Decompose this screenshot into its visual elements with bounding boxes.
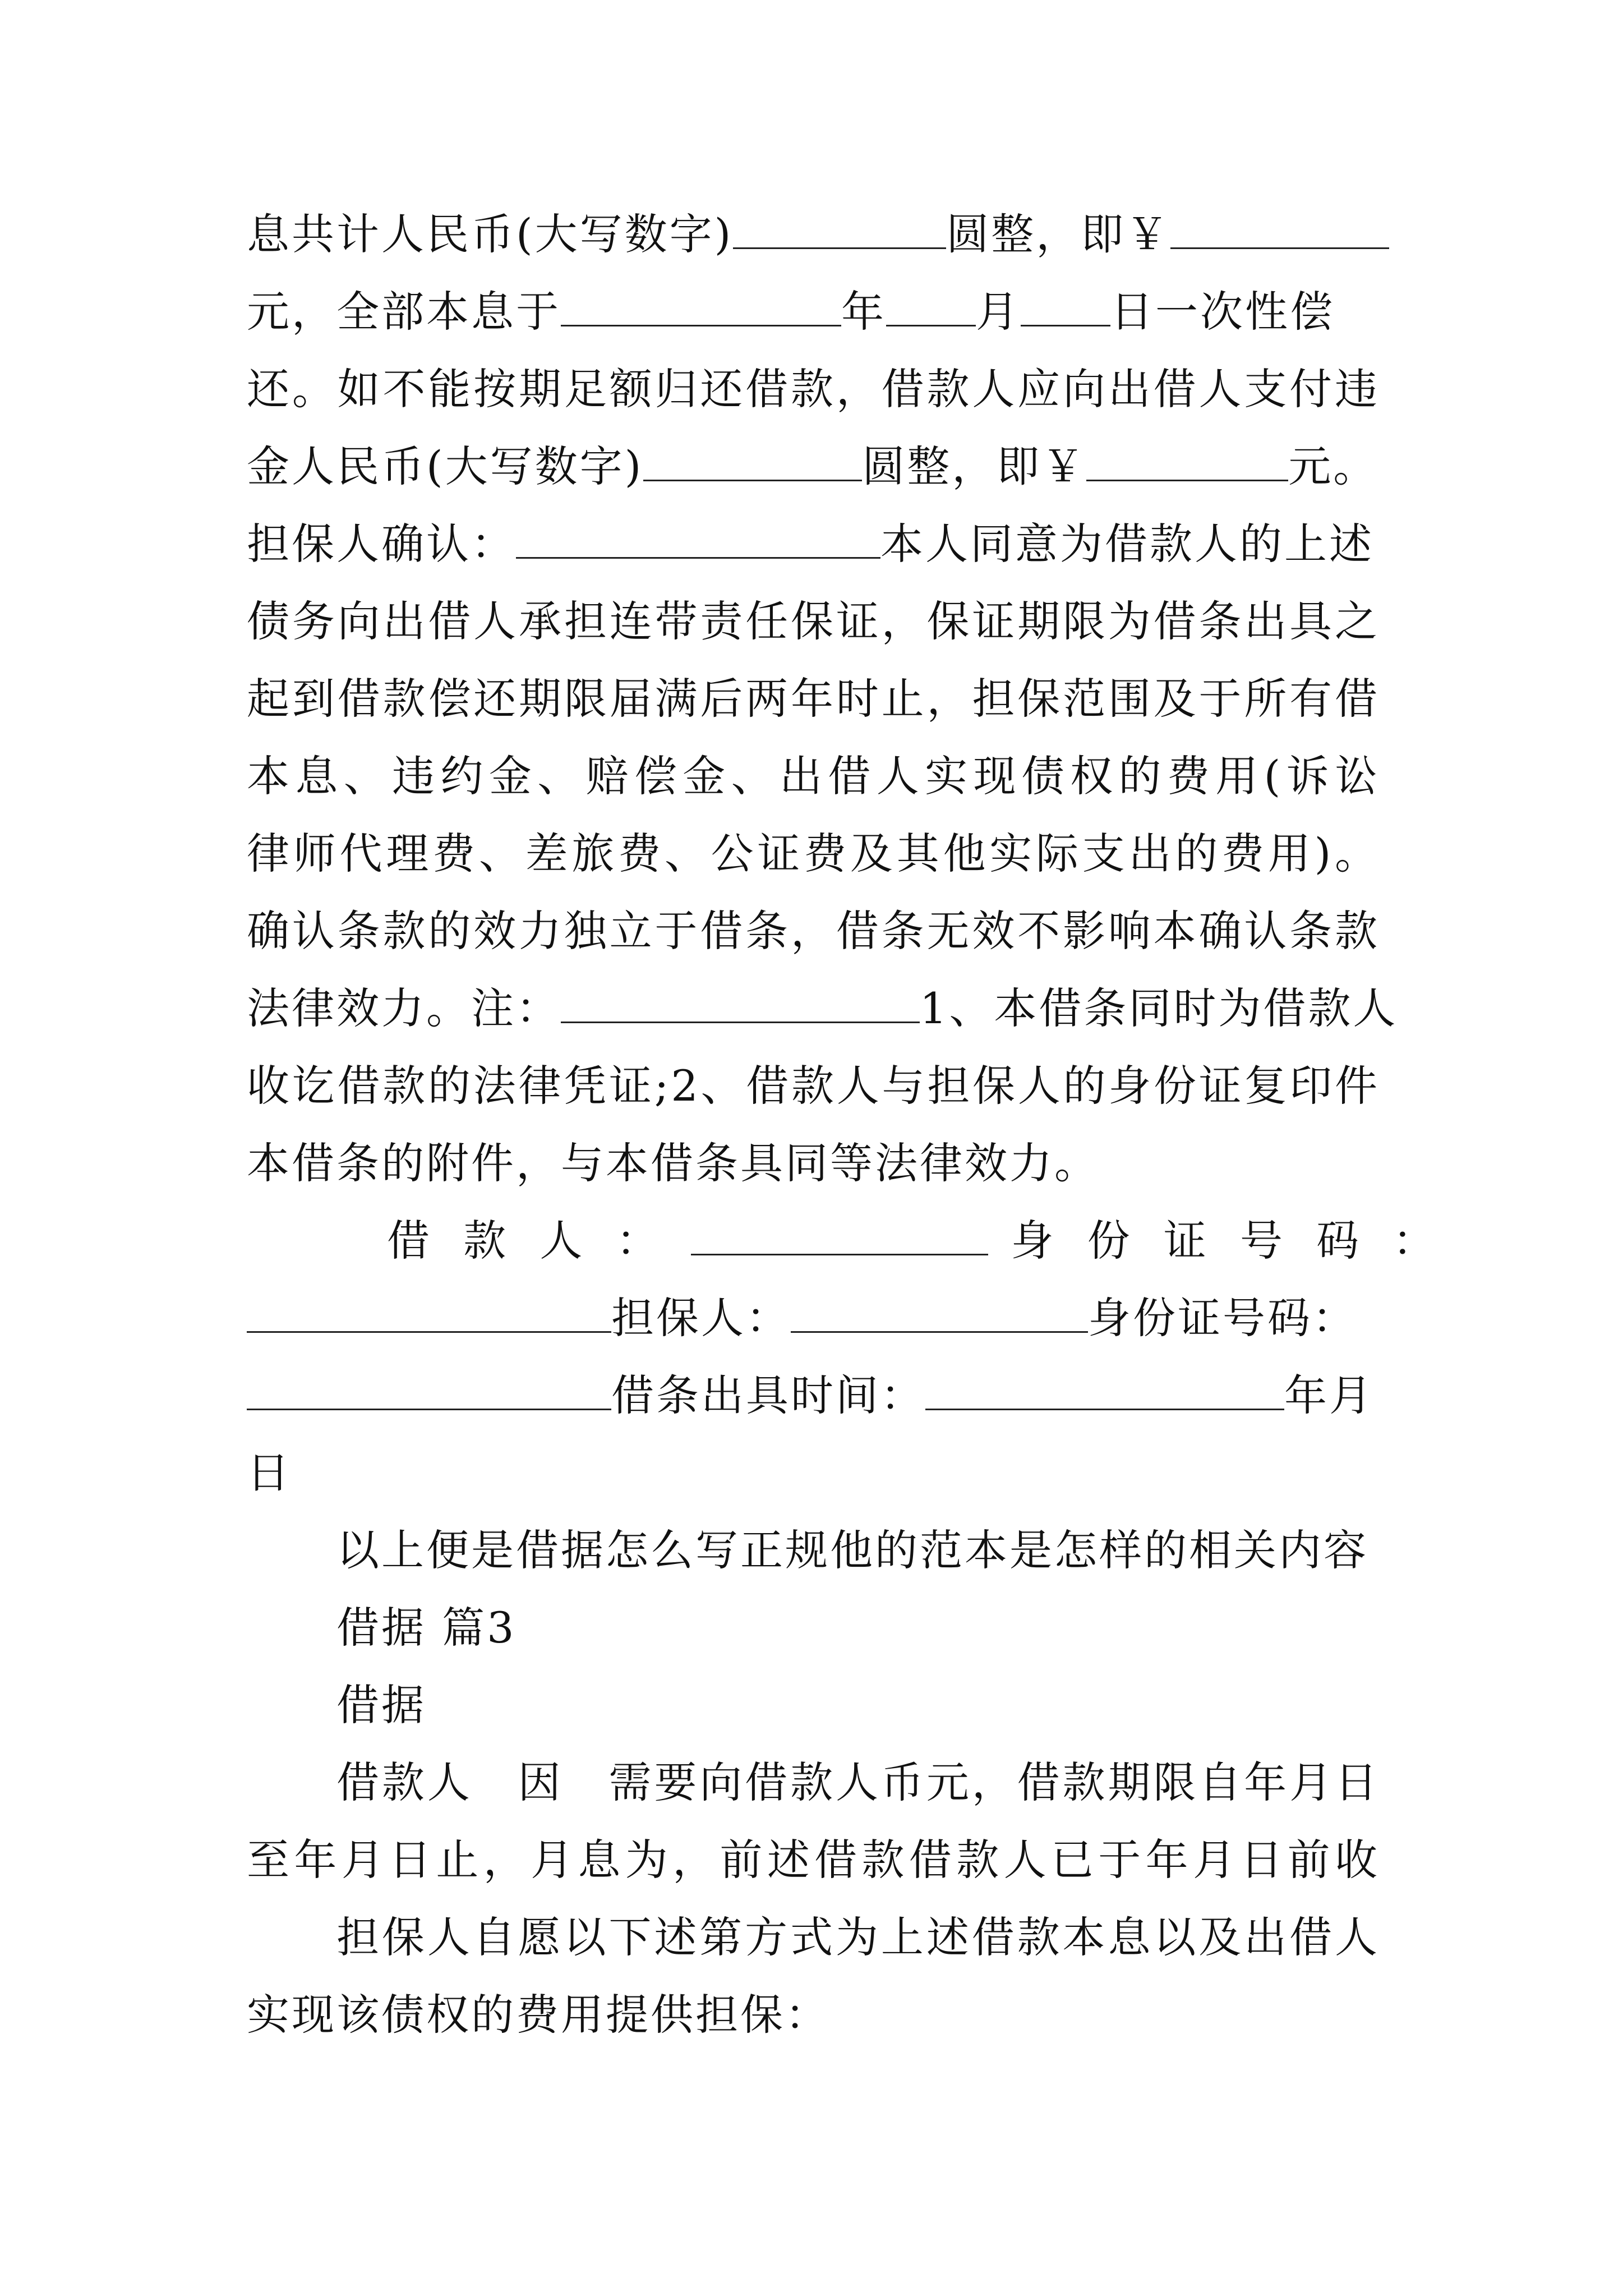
blank-underline (886, 286, 976, 326)
section-heading (336, 1600, 1380, 1656)
document-title (336, 1677, 1380, 1733)
blank-underline (1021, 286, 1110, 326)
text-segment: 借据 篇3 (336, 1603, 517, 1653)
text-segment: 圆整，即￥ (862, 441, 1087, 491)
text-line-5 (247, 516, 1380, 572)
text-segment: 年月 (1284, 1370, 1374, 1420)
text-segment: 元。 (1288, 441, 1378, 491)
blank-underline (561, 982, 920, 1023)
text-segment: 年 (841, 287, 886, 337)
text-line-13 (247, 1135, 1380, 1191)
text-line-22 (247, 1832, 1380, 1888)
text-line-4 (247, 439, 1380, 495)
blank-underline (791, 1292, 1088, 1333)
blank-underline (643, 440, 862, 481)
text-line-3 (247, 361, 1380, 417)
text-segment: 1、本借条同时为借款人 (920, 983, 1398, 1033)
blank-underline (925, 1369, 1284, 1410)
id-number-label: 身份证号码： (1088, 1293, 1357, 1343)
text-segment: 借据 (336, 1680, 426, 1730)
text-segment: 担保人自愿以下述第方式为上述借款本息以及出借人 (336, 1912, 1380, 1962)
blank-underline (247, 1292, 611, 1333)
blank-underline (1170, 208, 1389, 249)
text-line-6 (247, 593, 1380, 650)
text-line-7 (247, 671, 1380, 727)
text-segment: 息共计人民币(大写数字) (247, 209, 734, 259)
text-segment: 担保人确认： (247, 519, 516, 569)
issue-date-line (247, 1368, 1380, 1424)
text-line-2 (247, 284, 1380, 340)
text-segment: 本人同意为借款人的上述 (880, 519, 1374, 569)
text-line-9 (247, 826, 1380, 882)
blank-underline (733, 208, 946, 249)
text-segment: 至年月日止，月息为，前述借款借款人已于年月日前收 (247, 1835, 1380, 1885)
text-segment: 债务向出借人承担连带责任保证，保证期限为借条出具之 (247, 596, 1380, 646)
text-segment: 起到借款偿还期限届满后两年时止，担保范围及于所有借 (247, 674, 1380, 724)
text-line-23 (336, 1910, 1380, 1966)
blank-underline (516, 518, 880, 559)
text-segment: 本息、违约金、赔偿金、出借人实现债权的费用(诉讼 (247, 751, 1380, 801)
text-line-1 (247, 206, 1380, 263)
issue-time-label: 借条出具时间： (611, 1370, 925, 1420)
blank-underline (561, 286, 841, 326)
text-segment: 借款人 因 需要向借款人币元，借款期限自年月日 (336, 1757, 1380, 1807)
text-line-8 (247, 748, 1380, 804)
borrower-signature-line (387, 1213, 1446, 1269)
text-segment: 以上便是借据怎么写正规他的范本是怎样的相关内容 (336, 1525, 1368, 1575)
text-segment: 日 (247, 1448, 292, 1498)
text-segment: 实现该债权的费用提供担保： (247, 1990, 830, 2040)
text-line-24 (247, 1987, 1380, 2043)
summary-line (336, 1522, 1380, 1579)
text-segment: 本借条的附件，与本借条具同等法律效力。 (247, 1138, 1099, 1188)
blank-underline (1086, 440, 1288, 481)
text-segment: 圆整，即￥ (946, 209, 1171, 259)
text-line-12 (247, 1058, 1380, 1114)
text-segment: 律师代理费、差旅费、公证费及其他实际支出的费用)。 (247, 829, 1380, 878)
text-line-21 (336, 1755, 1380, 1811)
text-line-11 (247, 981, 1398, 1037)
text-segment: 还。如不能按期足额归还借款，借款人应向出借人支付违 (247, 364, 1380, 414)
guarantor-signature-line (247, 1290, 1380, 1346)
text-segment: 金人民币(大写数字) (247, 441, 644, 491)
text-line-10 (247, 903, 1380, 959)
text-line-17 (247, 1445, 1380, 1501)
borrower-label: 借 款 人 ： (387, 1216, 669, 1266)
text-segment: 日一次性偿 (1110, 287, 1335, 337)
id-number-label: 身 份 证 号 码 ： (1011, 1216, 1446, 1266)
guarantor-label: 担保人： (611, 1293, 791, 1343)
text-segment: 确认条款的效力独立于借条，借条无效不影响本确认条款 (247, 906, 1380, 956)
text-segment: 元，全部本息于 (247, 287, 561, 337)
text-segment: 收讫借款的法律凭证;2、借款人与担保人的身份证复印件 (247, 1061, 1380, 1111)
blank-underline (691, 1214, 988, 1255)
text-segment: 法律效力。注： (247, 983, 561, 1033)
text-segment: 月 (976, 287, 1021, 337)
blank-underline (247, 1369, 611, 1410)
